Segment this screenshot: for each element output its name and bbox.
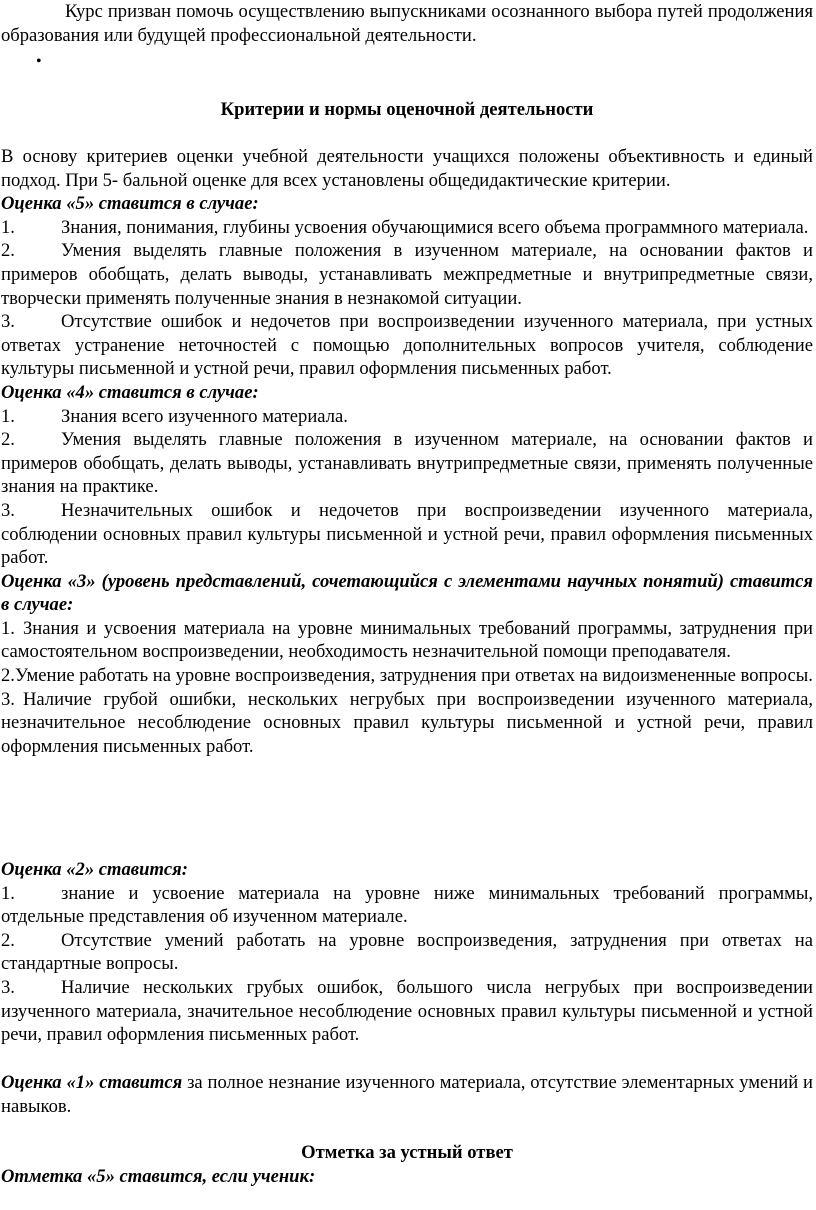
grade5-item-1 bbox=[1, 216, 813, 240]
item-number: 1. bbox=[1, 405, 15, 427]
section-heading-oral: Отметка за устный ответ bbox=[301, 1142, 513, 1163]
criteria-block bbox=[1, 145, 813, 758]
grade5-item-3 bbox=[1, 310, 813, 381]
item-text: Незначительных ошибок и недочетов при воспроизведении изученного материала, соблюдении основных правил культуры письменной и устной речи, правил оформления письменных работ. bbox=[1, 499, 813, 569]
item-number: 3. bbox=[1, 311, 15, 333]
grade5-title: Оценка «5» ставится в случае: bbox=[1, 193, 259, 215]
section-heading-criteria: Критерии и нормы оценочной деятельности bbox=[220, 99, 594, 120]
item-number: 2. bbox=[1, 240, 15, 262]
item-text: Умения выделять главные положения в изученном материале, на основании фактов и примеров обобщать, делать выводы, устанавливать межпредметные и внутрипредметные связи, творчески применять полученные знания в незнакомой ситуации. bbox=[1, 240, 813, 309]
grade2-item-2 bbox=[1, 929, 813, 976]
grade2-item-1 bbox=[1, 882, 813, 929]
grade4-item-1 bbox=[1, 405, 813, 429]
grade2-block bbox=[1, 858, 813, 1047]
grade1-title: Оценка «1» ставится bbox=[1, 1072, 183, 1093]
grade5-item-2 bbox=[1, 239, 813, 310]
item-number: 3. bbox=[1, 499, 15, 521]
item-text: Знания всего изученного материала. bbox=[61, 405, 348, 427]
item-number: 2. bbox=[1, 929, 15, 951]
oral-block bbox=[1, 1165, 813, 1189]
intro-paragraph: Курс призван помочь осуществлению выпускниками осознанного выбора путей продолжения образования или будущей профессиональной деятельности. bbox=[1, 1, 813, 46]
oral5-title: Отметка «5» ставится, если ученик: bbox=[1, 1166, 316, 1187]
item-text: знание и усвоение материала на уровне ниже минимальных требований программы, отдельные представления об изученном материале. bbox=[1, 882, 813, 928]
item-text: Отсутствие ошибок и недочетов при воспроизведении изученного материала, при устных ответах устранение неточностей с помощью дополнительных вопросов учителя, соблюдение культуры письменной и устной речи, правил оформления письменных работ. bbox=[1, 311, 813, 380]
grade4-item-3 bbox=[1, 499, 813, 570]
grade3-item-3 bbox=[1, 688, 813, 759]
grade2-title: Оценка «2» ставится: bbox=[1, 859, 188, 880]
grade4-item-2 bbox=[1, 428, 813, 499]
item-text: Наличие грубой ошибки, нескольких негрубых при воспроизведении изученного материала, незначительное несоблюдение основных правил культуры письменной и устной речи, правил оформления письменных работ. bbox=[1, 688, 813, 757]
item-text: Наличие нескольких грубых ошибок, большого числа негрубых при воспроизведении изученного материала, значительное несоблюдение основных правил культуры письменной и устной речи, правил оформления письменных работ. bbox=[1, 976, 813, 1046]
bullet-marker: • bbox=[36, 53, 42, 70]
grade3-title: Оценка «3» (уровень представлений, сочетающийся с элементами научных понятий) ставится в случае: bbox=[1, 570, 813, 616]
grade1-text: за полное незнание изученного материала, отсутствие элементарных умений и навыков. bbox=[1, 1072, 813, 1117]
item-number: 1. bbox=[1, 882, 15, 904]
basis-paragraph: В основу критериев оценки учебной деятельности учащихся положены объективность и единый подход. При 5- бальной оценке для всех установлены общедидактические критерии. bbox=[1, 146, 813, 191]
grade3-item-2 bbox=[1, 664, 813, 688]
item-text: Умения выделять главные положения в изученном материале, на основании фактов и примеров обобщать, делать выводы, устанавливать внутрипредметные связи, применять полученные знания на практике. bbox=[1, 429, 813, 498]
grade3-item-1 bbox=[1, 617, 813, 664]
item-number: 2. bbox=[1, 429, 15, 451]
item-text: Умение работать на уровне воспроизведения, затруднения при ответах на видоизмененные вопросы. bbox=[14, 665, 813, 687]
item-text: Отсутствие умений работать на уровне воспроизведения, затруднения при ответах на стандартные вопросы. bbox=[1, 929, 813, 975]
grade1-paragraph bbox=[1, 1071, 813, 1118]
item-number: 3. bbox=[1, 976, 15, 998]
item-text: Знания, понимания, глубины усвоения обучающимися всего объема программного материала. bbox=[61, 216, 809, 238]
grade1-block bbox=[1, 1071, 813, 1118]
item-number: 1. bbox=[1, 216, 15, 238]
item-number: 3. bbox=[1, 688, 15, 710]
grade2-item-3 bbox=[1, 976, 813, 1047]
item-text: Знания и усвоения материала на уровне минимальных требований программы, затруднения при самостоятельном воспроизведении, необходимость незначительной помощи преподавателя. bbox=[1, 617, 813, 663]
item-number: 2. bbox=[1, 665, 15, 687]
item-number: 1. bbox=[1, 617, 15, 639]
grade4-title: Оценка «4» ставится в случае: bbox=[1, 381, 259, 403]
